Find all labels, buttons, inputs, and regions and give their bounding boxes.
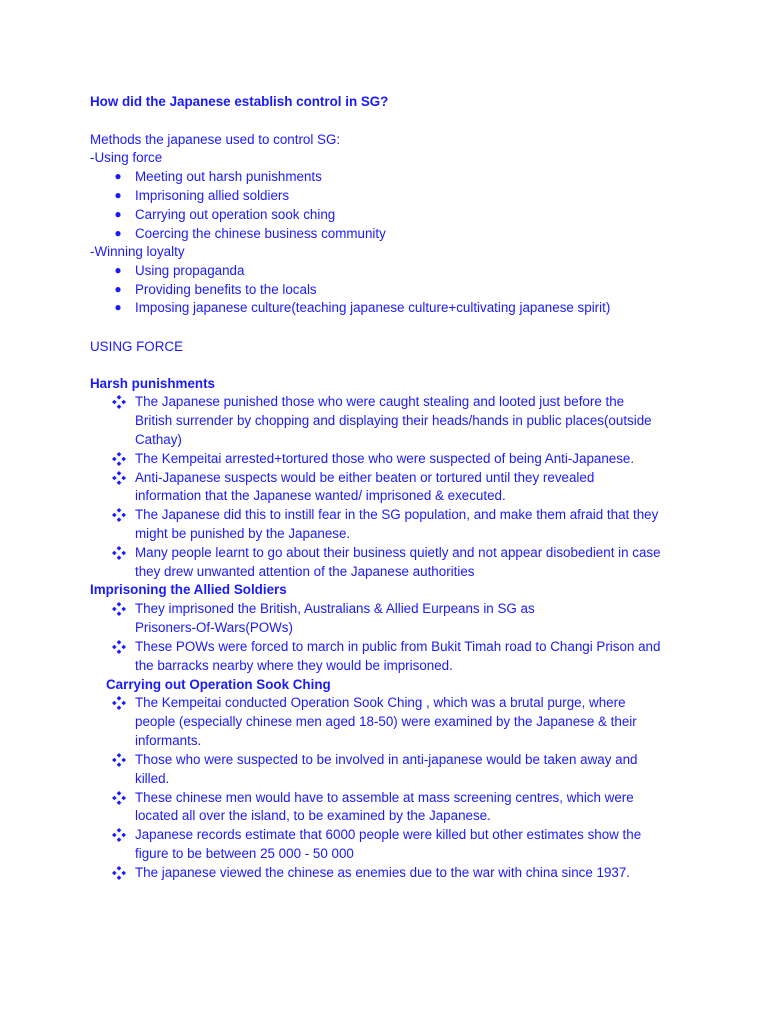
using-force-heading: -Using force	[90, 150, 163, 165]
diamond-bullet-icon	[112, 452, 126, 466]
list-item: Imprisoning allied soldiers	[135, 188, 290, 203]
diamond-bullet-icon	[112, 696, 126, 710]
list-item-line: people (especially chinese men aged 18-50) were examined by the Japanese & their	[135, 714, 637, 729]
diamond-bullet-icon	[112, 828, 126, 842]
list-item-line: information that the Japanese wanted/ imprisoned & executed.	[135, 488, 506, 503]
diamond-bullet-icon	[112, 602, 126, 616]
list-item-line: The Kempeitai conducted Operation Sook Ching , which was a brutal purge, where	[135, 695, 626, 710]
list-item-line: located all over the island, to be examined by the Japanese.	[135, 808, 491, 823]
harsh-punishments-heading: Harsh punishments	[90, 376, 216, 391]
bullet-icon: ●	[114, 188, 122, 202]
list-item-line: They imprisoned the British, Australians & Allied Eurpeans in SG as	[135, 601, 535, 616]
list-item-line: might be punished by the Japanese.	[135, 526, 351, 541]
diamond-bullet-icon	[112, 508, 126, 522]
list-item-line: killed.	[135, 771, 170, 786]
methods-intro: Methods the japanese used to control SG:	[90, 132, 341, 147]
list-item: Imposing japanese culture(teaching japanese culture+cultivating japanese spirit)	[135, 300, 611, 315]
list-item-line: The Kempeitai arrested+tortured those who were suspected of being Anti-Japanese.	[135, 451, 635, 466]
section-heading: USING FORCE	[90, 339, 183, 354]
list-item-line: These chinese men would have to assemble at mass screening centres, which were	[135, 790, 634, 805]
list-item-line: Japanese records estimate that 6000 people were killed but other estimates show the	[135, 827, 642, 842]
diamond-bullet-icon	[112, 546, 126, 560]
diamond-bullet-icon	[112, 866, 126, 880]
list-item-line: The Japanese punished those who were caught stealing and looted just before the	[135, 394, 625, 409]
bullet-icon: ●	[114, 263, 122, 277]
bullet-icon: ●	[114, 226, 122, 240]
list-item: Meeting out harsh punishments	[135, 169, 322, 184]
list-item: Coercing the chinese business community	[135, 226, 386, 241]
document-title: How did the Japanese establish control in SG?	[90, 94, 389, 109]
list-item-line: figure to be between 25 000 - 50 000	[135, 846, 354, 861]
list-item-line: Many people learnt to go about their business quietly and not appear disobedient in case	[135, 545, 661, 560]
list-item-line: Those who were suspected to be involved in anti-japanese would be taken away and	[135, 752, 638, 767]
bullet-icon: ●	[114, 300, 122, 314]
list-item-line: the barracks nearby where they would be imprisoned.	[135, 658, 453, 673]
sook-ching-heading: Carrying out Operation Sook Ching	[106, 677, 331, 692]
list-item-line: informants.	[135, 733, 202, 748]
imprisoning-heading: Imprisoning the Allied Soldiers	[90, 582, 287, 597]
list-item-line: British surrender by chopping and displaying their heads/hands in public places(outside	[135, 413, 652, 428]
bullet-icon: ●	[114, 207, 122, 221]
diamond-bullet-icon	[112, 471, 126, 485]
list-item-line: These POWs were forced to march in public from Bukit Timah road to Changi Prison and	[135, 639, 661, 654]
list-item-line: Anti-Japanese suspects would be either beaten or tortured until they revealed	[135, 470, 595, 485]
diamond-bullet-icon	[112, 791, 126, 805]
list-item: Carrying out operation sook ching	[135, 207, 336, 222]
list-item-line: they drew unwanted attention of the Japanese authorities	[135, 564, 475, 579]
diamond-bullet-icon	[112, 753, 126, 767]
list-item-line: Prisoners-Of-Wars(POWs)	[135, 620, 293, 635]
list-item: Using propaganda	[135, 263, 245, 278]
list-item: Providing benefits to the locals	[135, 282, 317, 297]
winning-loyalty-heading: -Winning loyalty	[90, 244, 185, 259]
diamond-bullet-icon	[112, 640, 126, 654]
bullet-icon: ●	[114, 282, 122, 296]
bullet-icon: ●	[114, 169, 122, 183]
diamond-bullet-icon	[112, 395, 126, 409]
list-item-line: Cathay)	[135, 432, 182, 447]
list-item-line: The Japanese did this to instill fear in the SG population, and make them afraid that they	[135, 507, 659, 522]
list-item-line: The japanese viewed the chinese as enemies due to the war with china since 1937.	[135, 865, 631, 880]
